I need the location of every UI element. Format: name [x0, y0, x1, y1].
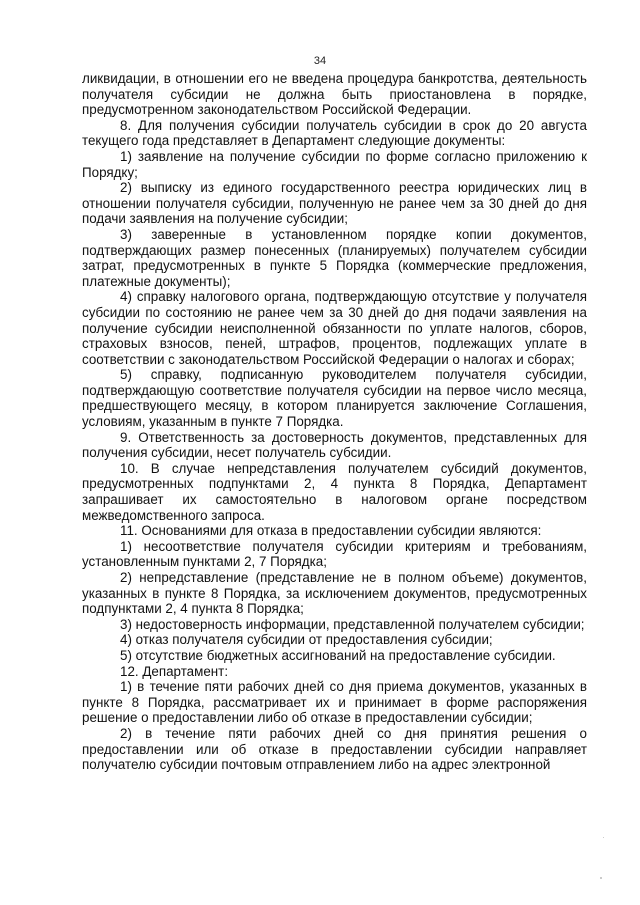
paragraph: 1) несоответствие получателя субсидии критериям и требованиям, установленным пунктами 2, 7 Порядка; [82, 538, 587, 570]
paragraph: 9. Ответственность за достоверность документов, представленных для получения субсидии, несет получатель субсидии. [82, 429, 587, 461]
paragraph: 3) заверенные в установленном порядке копии документов, подтверждающих размер понесенных (планируемых) получателем субсидии затрат, предусмотренных в пункте 5 Порядка (коммерческие предложения, платежные документы); [82, 226, 587, 289]
paragraph: 5) справку, подписанную руководителем получателя субсидии, подтверждающую соответствие получателя субсидии на первое число месяца, предшествующего месяцу, в котором планируется заключение Соглашения, условиям, указанным в пункте 7 Порядка. [82, 367, 587, 430]
paragraph: 2) непредставление (представление не в полном объеме) документов, указанных в пункте 8 Порядка, за исключением документов, предусмотренных подпунктами 2, 4 пункта 8 Порядка; [82, 570, 587, 617]
paragraph: 12. Департамент: [120, 663, 229, 679]
paragraph: 1) заявление на получение субсидии по форме согласно приложению к Порядку; [82, 148, 587, 180]
paragraph: 3) недостоверность информации, представленной получателем субсидии; [120, 616, 585, 632]
page-number: 34 [313, 55, 327, 67]
paragraph: 2) выписку из единого государственного реестра юридических лиц в отношении получателя субсидии, полученную не ранее чем за 30 дней до дня подачи заявления на получение субсидии; [82, 180, 587, 227]
paragraph: 8. Для получения субсидии получатель субсидии в срок до 20 августа текущего года представляет в Департамент следующие документы: [82, 117, 587, 149]
document-body [82, 71, 587, 773]
paragraph: 1) в течение пяти рабочих дней со дня приема документов, указанных в пункте 8 Порядка, рассматривает их и принимает в форме распоряжения решение о предоставлении либо об отказе в предоставлении субсидии; [82, 679, 587, 726]
paragraph: 5) отсутствие бюджетных ассигнований на предоставление субсидии. [120, 647, 556, 663]
scan-speck [600, 877, 602, 879]
paragraph: ликвидации, в отношении его не введена процедура банкротства, деятельность получателя субсидии не должна быть приостановлена в порядке, предусмотренном законодательством Российской Федерации. [82, 71, 587, 118]
paragraph: 2) в течение пяти рабочих дней со дня принятия решения о предоставлении или об отказе в предоставлении субсидии направляет получателю субсидии почтовым отправлением либо на адрес электронной [82, 725, 587, 773]
paragraph: 10. В случае непредставления получателем субсидий документов, предусмотренных подпунктами 2, 4 пункта 8 Порядка, Департамент запрашивает их самостоятельно в налоговом органе посредством межведомственного запроса. [82, 460, 587, 523]
paragraph: 11. Основаниями для отказа в предоставлении субсидии являются: [120, 523, 542, 539]
paragraph: 4) справку налогового органа, подтверждающую отсутствие у получателя субсидии по состоянию не ранее чем за 30 дней до дня подачи заявления на получение субсидии неисполненной обязанности по уплате налогов, сборов, страховых взносов, пеней, штрафов, процентов, подлежащих уплате в соответствии с законодательством Российской Федерации о налогах и сборах; [82, 289, 587, 367]
scan-speck [603, 837, 604, 838]
paragraph: 4) отказ получателя субсидии от предоставления субсидии; [120, 632, 493, 648]
